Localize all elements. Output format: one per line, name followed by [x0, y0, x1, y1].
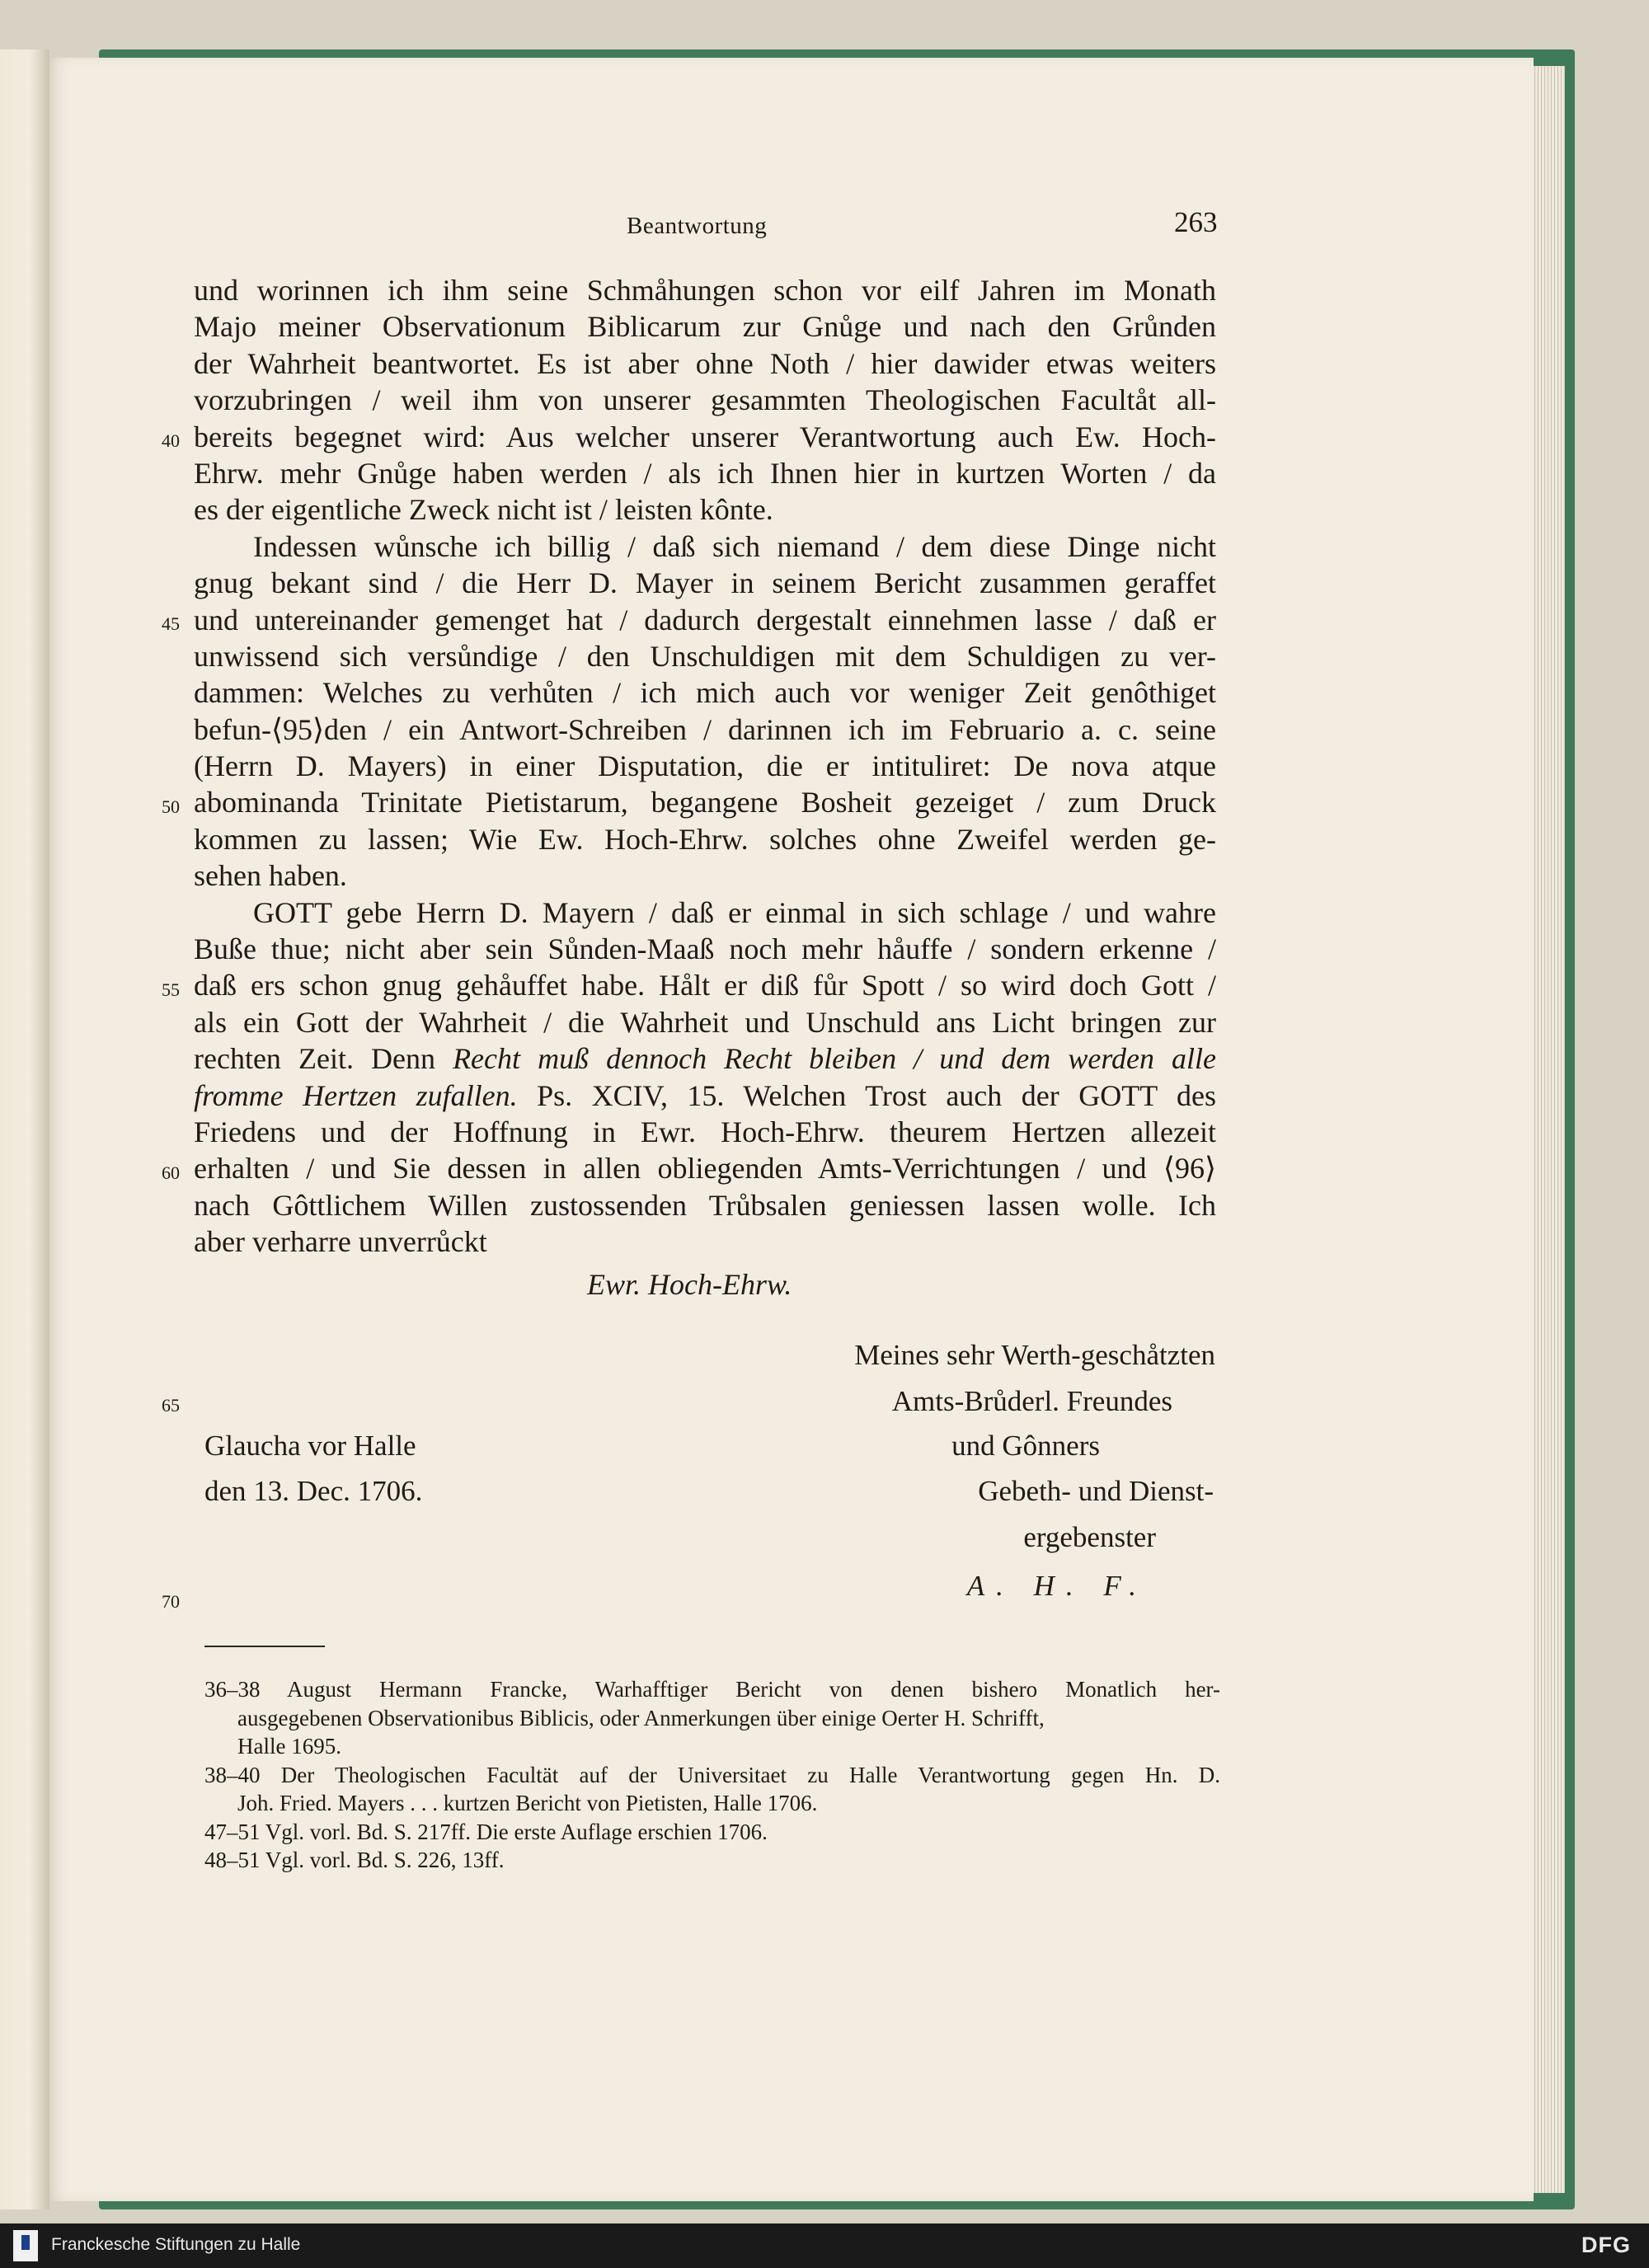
- footnote-line: Halle 1695.: [237, 1734, 341, 1759]
- institution-name[interactable]: Franckesche Stiftungen zu Halle: [51, 2235, 301, 2254]
- line-number: 40: [162, 430, 180, 451]
- text-line: Friedens und der Hoffnung in Ewr. Hoch-Ehrw. theurem Hertzen allezeit: [194, 1115, 1216, 1148]
- text-line: kommen zu lassen; Wie Ew. Hoch-Ehrw. solches ohne Zweifel werden ge-: [194, 822, 1216, 856]
- text-line: gnug bekant sind / die Herr D. Mayer in seinem Bericht zusammen geraffet: [194, 566, 1216, 600]
- previous-page-edge: [0, 49, 49, 2209]
- text-roman: rechten Zeit. Denn: [194, 1042, 453, 1076]
- text-line: nach Gôttlichem Willen zustossenden Trůbsalen geniessen lassen wolle. Ich: [194, 1188, 1216, 1222]
- dfg-logo-icon[interactable]: DFG: [1581, 2233, 1631, 2257]
- line-number: 70: [162, 1591, 180, 1612]
- text-line: und worinnen ich ihm seine Schmåhungen schon vor eilf Jahren im Monath: [194, 274, 1216, 307]
- body-text: [194, 272, 1216, 1261]
- signature-line: Amts-Brůderl. Freundes: [891, 1385, 1172, 1417]
- footnote-line: 47–51 Vgl. vorl. Bd. S. 217ff. Die erste Auflage erschien 1706.: [204, 1819, 768, 1844]
- footnote-line: ausgegebenen Observationibus Biblicis, oder Anmerkungen über einige Oerter H. Schrifft,: [237, 1705, 1045, 1730]
- text-line: befun-⟨95⟩den / ein Antwort-Schreiben / darinnen ich im Februario a. c. seine: [194, 712, 1216, 746]
- page-number: 263: [1174, 206, 1218, 238]
- text-line: es der eigentliche Zweck nicht ist / leisten kônte.: [194, 493, 773, 527]
- text-line: vorzubringen / weil ihm von unserer gesammten Theologischen Facultåt all-: [194, 383, 1216, 417]
- running-head: Beantwortung: [627, 213, 768, 239]
- line-number: 65: [162, 1395, 180, 1416]
- text-line: [194, 1040, 1216, 1077]
- text-line: (Herrn D. Mayers) in einer Disputation, die er intituliret: De nova atque: [194, 749, 1216, 783]
- text-line: Indessen wůnsche ich billig / daß sich niemand / dem diese Dinge nicht: [253, 529, 1216, 563]
- signature-line: ergebenster: [1023, 1521, 1156, 1553]
- text-line: aber verharre unverrůckt: [194, 1225, 487, 1259]
- text-line: der Wahrheit beantwortet. Es ist aber ohne Noth / hier dawider etwas weiters: [194, 346, 1216, 380]
- footnote-line: 38–40 Der Theologischen Facultät auf der Universitaet zu Halle Verantwortung gegen Hn. D.: [204, 1762, 1220, 1787]
- signature-line: und Gônners: [951, 1430, 1100, 1462]
- text-italic-quote: fromme Hertzen zufallen.: [194, 1078, 518, 1112]
- line-number: 45: [162, 613, 180, 634]
- line-number: 50: [162, 796, 180, 817]
- text-line: bereits begegnet wird: Aus welcher unserer Verantwortung auch Ew. Hoch-: [194, 420, 1216, 453]
- text-italic-quote: Recht muß dennoch Recht bleiben / und dem werden alle: [453, 1042, 1217, 1076]
- text-line: und untereinander gemenget hat / dadurch dergestalt einnehmen lasse / daß er: [194, 603, 1216, 636]
- footnote-line: 48–51 Vgl. vorl. Bd. S. 226, 13ff.: [204, 1848, 505, 1872]
- text-line: [194, 1078, 1216, 1114]
- footnote: [204, 1846, 1220, 1875]
- text-roman: Ps. XCIV, 15. Welchen Trost auch der GOTT des: [517, 1078, 1216, 1112]
- text-line: Majo meiner Observationum Biblicarum zur Gnůge und nach den Grůnden: [194, 310, 1216, 344]
- footnote-line: Joh. Fried. Mayers . . . kurtzen Bericht von Pietisten, Halle 1706.: [237, 1791, 818, 1815]
- line-number: 60: [162, 1162, 180, 1183]
- text-line: Ehrw. mehr Gnůge haben werden / als ich Ihnen hier in kurtzen Worten / da: [194, 456, 1216, 490]
- signature-line: Meines sehr Werth-geschåtzten: [854, 1339, 1215, 1371]
- letter-place: Glaucha vor Halle: [204, 1430, 416, 1462]
- text-line: abominanda Trinitate Pietistarum, begangene Bosheit gezeiget / zum Druck: [194, 786, 1216, 819]
- viewer-footer-bar: [0, 2223, 1649, 2268]
- text-line: als ein Gott der Wahrheit / die Wahrheit und Unschuld ans Licht bringen zur: [194, 1005, 1216, 1039]
- text-line: unwissend sich versůndige / den Unschuldigen mit dem Schuldigen zu ver-: [194, 639, 1216, 673]
- text-line: dammen: Welches zu verhůten / ich mich auch vor weniger Zeit genôthiget: [194, 676, 1216, 710]
- footnote-rule: [204, 1646, 325, 1647]
- closing-salutation: Ewr. Hoch-Ehrw.: [587, 1268, 792, 1301]
- footnote: [204, 1675, 1220, 1761]
- signature-initials: A. H. F.: [966, 1570, 1148, 1602]
- text-line: Buße thue; nicht aber sein Sůnden-Maaß noch mehr håuffe / sondern erkenne /: [194, 932, 1216, 966]
- footnote-line: 36–38 August Hermann Francke, Warhafftiger Bericht von denen bishero Monatlich her-: [204, 1677, 1220, 1702]
- text-line: GOTT gebe Herrn D. Mayern / daß er einmal in sich schlage / und wahre: [253, 895, 1216, 929]
- signature-line: Gebeth- und Dienst-: [978, 1475, 1214, 1507]
- footnote: [204, 1761, 1220, 1818]
- line-number: 55: [162, 979, 180, 1000]
- text-line: daß ers schon gnug gehåuffet habe. Hålt er diß fůr Spott / so wird doch Gott /: [194, 969, 1216, 1003]
- letter-date: den 13. Dec. 1706.: [204, 1475, 423, 1507]
- footnotes: [204, 1675, 1220, 1875]
- institution-logo-icon[interactable]: [13, 2230, 38, 2261]
- footnote: [204, 1818, 1220, 1847]
- text-line: erhalten / und Sie dessen in allen obliegenden Amts-Verrichtungen / und ⟨96⟩: [194, 1152, 1216, 1186]
- text-line: sehen haben.: [194, 859, 347, 893]
